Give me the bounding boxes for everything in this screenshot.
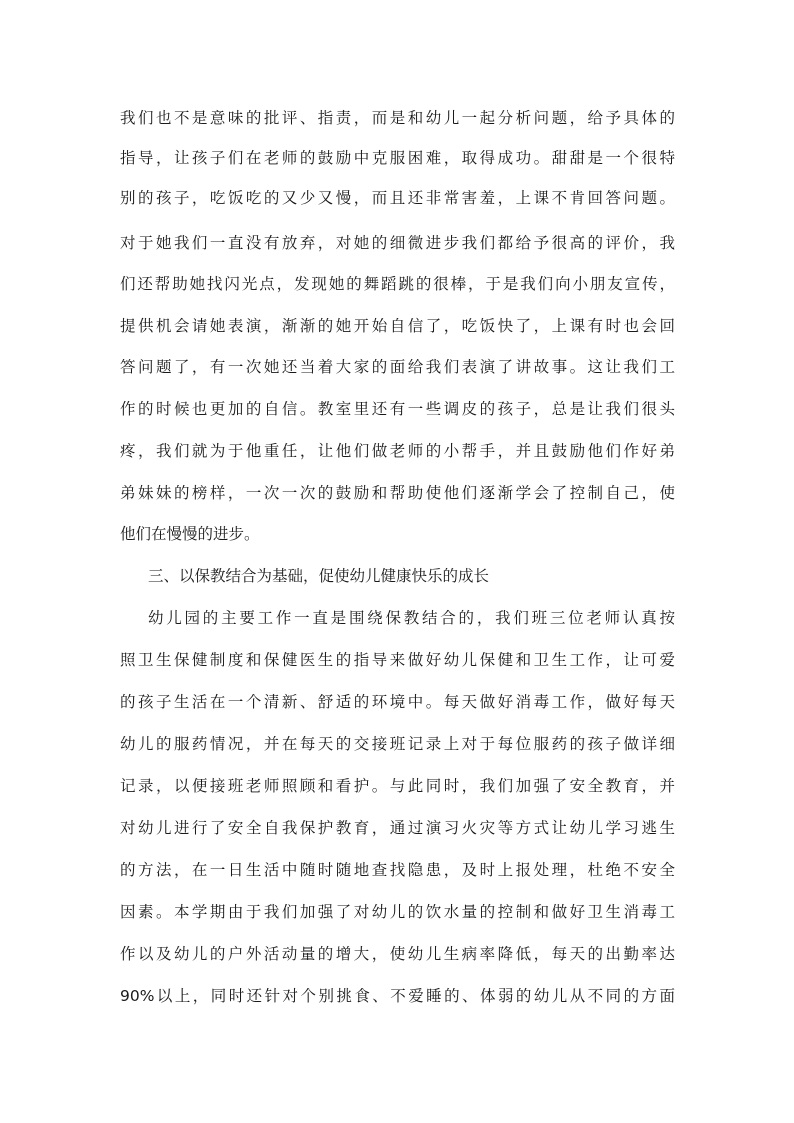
body-line: 提供机会请她表演，渐渐的她开始自信了，吃饭快了，上课有时也会回 [120, 317, 675, 335]
body-line: 他们在慢慢的进步。 [120, 525, 260, 543]
body-line: 作以及幼儿的户外活动量的增大，使幼儿生病率降低，每天的出勤率达 [120, 945, 675, 963]
body-line: 幼儿的服药情况，并在每天的交接班记录上对于每位服药的孩子做详细 [120, 735, 675, 753]
body-line: 记录，以便接班老师照顾和看护。与此同时，我们加强了安全教育，并 [120, 777, 675, 795]
body-line: 答问题了，有一次她还当着大家的面给我们表演了讲故事。这让我们工 [120, 358, 675, 376]
body-line: 指导，让孩子们在老师的鼓励中克服困难，取得成功。甜甜是一个很特 [120, 149, 675, 167]
body-line: 对于她我们一直没有放弃，对她的细微进步我们都给予很高的评价，我 [120, 234, 675, 252]
body-line: 别的孩子，吃饭吃的又少又慢，而且还非常害羞，上课不肯回答问题。 [120, 189, 675, 207]
section-heading: 三、以保教结合为基础，促使幼儿健康快乐的成长 [148, 567, 490, 585]
body-line: 90%以上，同时还针对个别挑食、不爱睡的、体弱的幼儿从不同的方面 [120, 987, 675, 1005]
body-line: 的孩子生活在一个清新、舒适的环境中。每天做好消毒工作，做好每天 [120, 693, 675, 711]
body-line: 照卫生保健制度和保健医生的指导来做好幼儿保健和卫生工作，让可爱 [120, 651, 675, 669]
body-line: 幼儿园的主要工作一直是围绕保教结合的，我们班三位老师认真按 [148, 609, 675, 627]
body-line: 我们也不是意味的批评、指责，而是和幼儿一起分析问题，给予具体的 [120, 109, 675, 127]
body-line: 因素。本学期由于我们加强了对幼儿的饮水量的控制和做好卫生消毒工 [120, 903, 675, 921]
body-line: 对幼儿进行了安全自我保护教育，通过演习火灾等方式让幼儿学习逃生 [120, 819, 675, 837]
body-line: 疼，我们就为于他重任，让他们做老师的小帮手，并且鼓励他们作好弟 [120, 442, 675, 460]
body-line: 弟妹妹的榜样，一次一次的鼓励和帮助使他们逐渐学会了控制自己，使 [120, 484, 675, 502]
body-line: 作的时候也更加的自信。教室里还有一些调皮的孩子，总是让我们很头 [120, 400, 675, 418]
body-line: 的方法，在一日生活中随时随地查找隐患，及时上报处理，杜绝不安全 [120, 861, 675, 879]
body-line: 们还帮助她找闪光点，发现她的舞蹈跳的很棒，于是我们向小朋友宣传， [120, 275, 675, 293]
